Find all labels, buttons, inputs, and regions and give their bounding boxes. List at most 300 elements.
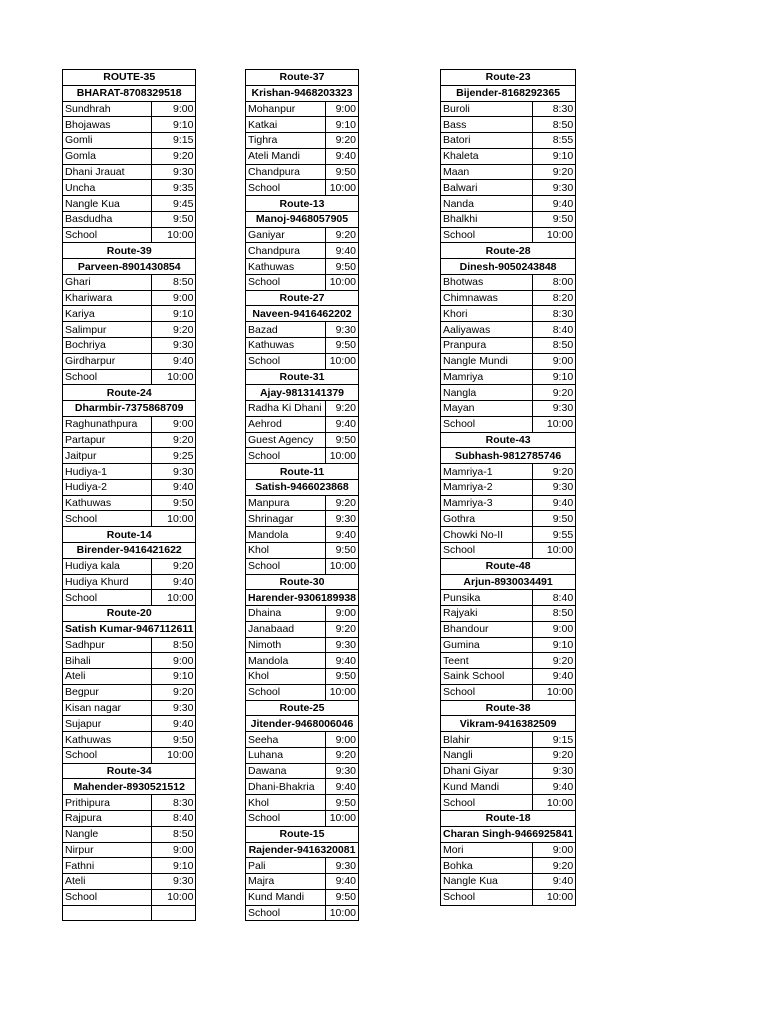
- stop-row: [246, 511, 359, 527]
- stop-place: Pali: [246, 858, 326, 874]
- stop-place: Bhotwas: [441, 274, 533, 290]
- stop-row: [441, 479, 576, 495]
- stop-row: [246, 779, 359, 795]
- route-driver-row: [246, 842, 359, 858]
- stop-place: Khol: [246, 795, 326, 811]
- route-title: Route-23: [441, 70, 576, 86]
- stop-place: Seeha: [246, 732, 326, 748]
- stop-time: 9:40: [326, 416, 359, 432]
- stop-row: [246, 653, 359, 669]
- stop-place: Maan: [441, 164, 533, 180]
- stop-place: Uncha: [63, 180, 152, 196]
- stop-place: Nangla: [441, 385, 533, 401]
- stop-place: Sundhrah: [63, 101, 152, 117]
- stop-time: 10:00: [532, 889, 576, 905]
- stop-time: 9:40: [326, 653, 359, 669]
- stop-place: Hudiya kala: [63, 558, 152, 574]
- stop-row: [441, 684, 576, 700]
- route-title: Route-43: [441, 432, 576, 448]
- stop-row: [63, 795, 196, 811]
- stop-row: [246, 542, 359, 558]
- stop-place: Ghari: [63, 274, 152, 290]
- route-driver-row: [63, 621, 196, 637]
- route-driver-row: [441, 716, 576, 732]
- route-driver: Arjun-8930034491: [441, 574, 576, 590]
- route-driver: Manoj-9468057905: [246, 211, 359, 227]
- stop-row: [63, 889, 196, 905]
- stop-place: Kathuwas: [63, 732, 152, 748]
- stop-time: 9:20: [532, 164, 576, 180]
- stop-place: Jaitpur: [63, 448, 152, 464]
- stop-place: School: [246, 448, 326, 464]
- stop-place: Mori: [441, 842, 533, 858]
- stop-place: Dhani-Bhakria: [246, 779, 326, 795]
- stop-time: 9:10: [152, 858, 196, 874]
- route-title: Route-11: [246, 464, 359, 480]
- stop-row: [246, 338, 359, 354]
- route-column-1: [62, 69, 196, 921]
- route-title-row: [441, 432, 576, 448]
- stop-time: 9:30: [532, 180, 576, 196]
- stop-row: [63, 732, 196, 748]
- route-driver: Harender-9306189938: [246, 590, 359, 606]
- stop-time: 9:45: [152, 196, 196, 212]
- stop-time: 9:40: [152, 479, 196, 495]
- stop-time: 8:40: [532, 590, 576, 606]
- route-driver: Mahender-8930521512: [63, 779, 196, 795]
- route-driver: Jitender-9468006046: [246, 716, 359, 732]
- stop-time: 9:40: [532, 495, 576, 511]
- route-driver-row: [63, 401, 196, 417]
- stop-place: Luhana: [246, 747, 326, 763]
- route-driver: Charan Singh-9466925841: [441, 826, 576, 842]
- stop-place: Mayan: [441, 401, 533, 417]
- stop-place: Nangle Kua: [441, 874, 533, 890]
- stop-place: Nirpur: [63, 842, 152, 858]
- stop-time: 9:20: [326, 401, 359, 417]
- stop-row: [63, 858, 196, 874]
- route-title-row: [246, 369, 359, 385]
- route-driver: BHARAT-8708329518: [63, 85, 196, 101]
- stop-time: 9:25: [152, 448, 196, 464]
- stop-place: Kisan nagar: [63, 700, 152, 716]
- stop-place: Nangle: [63, 826, 152, 842]
- route-title-row: [63, 527, 196, 543]
- stop-time: 9:30: [152, 700, 196, 716]
- stop-place: Mamriya: [441, 369, 533, 385]
- stop-time: 8:40: [532, 322, 576, 338]
- stop-time: 8:30: [532, 101, 576, 117]
- stop-place: School: [246, 905, 326, 921]
- stop-time: 9:30: [152, 464, 196, 480]
- route-title-row: [63, 763, 196, 779]
- stop-time: 9:30: [326, 637, 359, 653]
- stop-row: [246, 606, 359, 622]
- stop-row: [246, 416, 359, 432]
- stop-row: [63, 117, 196, 133]
- route-driver: Dharmbir-7375868709: [63, 401, 196, 417]
- stop-row: [246, 637, 359, 653]
- stop-place: School: [441, 684, 533, 700]
- stop-place: Ateli Mandi: [246, 148, 326, 164]
- stop-row: [63, 290, 196, 306]
- stop-time: 9:30: [152, 874, 196, 890]
- stop-row: [441, 196, 576, 212]
- stop-row: [441, 385, 576, 401]
- stop-place: Gothra: [441, 511, 533, 527]
- stop-row: [441, 164, 576, 180]
- stop-place: Sujapur: [63, 716, 152, 732]
- stop-time: 9:50: [152, 495, 196, 511]
- route-title-row: [246, 700, 359, 716]
- stop-place: School: [63, 889, 152, 905]
- stop-time: 9:40: [532, 874, 576, 890]
- stop-time: 9:30: [532, 479, 576, 495]
- route-driver-row: [441, 448, 576, 464]
- stop-row: [441, 211, 576, 227]
- stop-place: Shrinagar: [246, 511, 326, 527]
- stop-time: 10:00: [326, 905, 359, 921]
- stop-row: [63, 653, 196, 669]
- stop-row: [246, 747, 359, 763]
- stop-place: Fathni: [63, 858, 152, 874]
- stop-time: 9:50: [326, 669, 359, 685]
- stop-place: Partapur: [63, 432, 152, 448]
- stop-row: [63, 479, 196, 495]
- stop-time: 9:50: [532, 511, 576, 527]
- stop-row: [63, 164, 196, 180]
- stop-time: 8:50: [152, 826, 196, 842]
- stop-time: 9:40: [532, 196, 576, 212]
- stop-time: 9:20: [532, 385, 576, 401]
- stop-time: 9:10: [532, 637, 576, 653]
- stop-row: [441, 606, 576, 622]
- stop-time: 9:40: [326, 527, 359, 543]
- stop-time: 9:50: [532, 211, 576, 227]
- stop-place: Basdudha: [63, 211, 152, 227]
- stop-row: [246, 117, 359, 133]
- route-driver-row: [63, 542, 196, 558]
- stop-time: 8:50: [152, 637, 196, 653]
- stop-place: Khariwara: [63, 290, 152, 306]
- stop-time: 9:50: [326, 338, 359, 354]
- stop-row: [441, 590, 576, 606]
- stop-row: [63, 101, 196, 117]
- stop-time: 10:00: [326, 558, 359, 574]
- stop-row: [441, 795, 576, 811]
- route-driver: Dinesh-9050243848: [441, 259, 576, 275]
- stop-place: Chandpura: [246, 243, 326, 259]
- stop-row: [63, 842, 196, 858]
- stop-place: Gomli: [63, 133, 152, 149]
- stop-time: 10:00: [532, 416, 576, 432]
- stop-time: [152, 905, 196, 921]
- stop-place: School: [246, 810, 326, 826]
- stop-row: [63, 495, 196, 511]
- stop-place: Kathuwas: [63, 495, 152, 511]
- stop-time: 9:40: [152, 353, 196, 369]
- route-title-row: [246, 826, 359, 842]
- stop-time: 8:50: [532, 606, 576, 622]
- stop-place: Majra: [246, 874, 326, 890]
- stop-row: [246, 448, 359, 464]
- stop-time: 9:00: [532, 621, 576, 637]
- route-title: Route-25: [246, 700, 359, 716]
- stop-row: [441, 464, 576, 480]
- stop-time: 9:30: [152, 164, 196, 180]
- route-driver: Birender-9416421622: [63, 542, 196, 558]
- stop-row: [246, 322, 359, 338]
- stop-time: 9:20: [326, 747, 359, 763]
- stop-time: 9:00: [326, 732, 359, 748]
- stop-place: Sadhpur: [63, 637, 152, 653]
- stop-time: 9:20: [326, 495, 359, 511]
- stop-row: [441, 542, 576, 558]
- route-driver-row: [246, 385, 359, 401]
- route-title-row: [63, 70, 196, 86]
- stop-row: [441, 511, 576, 527]
- stop-row: [441, 747, 576, 763]
- stop-place: Nangli: [441, 747, 533, 763]
- stop-place: Ateli: [63, 874, 152, 890]
- stop-row: [246, 101, 359, 117]
- stop-row: [441, 369, 576, 385]
- stop-place: Aehrod: [246, 416, 326, 432]
- stop-row: [441, 353, 576, 369]
- route-driver-row: [441, 574, 576, 590]
- stop-time: 9:20: [326, 227, 359, 243]
- stop-row: [63, 874, 196, 890]
- stop-time: 9:40: [152, 716, 196, 732]
- stop-time: 9:20: [532, 464, 576, 480]
- stop-row: [246, 353, 359, 369]
- stop-place: Teent: [441, 653, 533, 669]
- route-title-row: [441, 700, 576, 716]
- stop-row: [441, 637, 576, 653]
- stop-time: 9:40: [326, 243, 359, 259]
- stop-row: [441, 180, 576, 196]
- stop-place: Dhaina: [246, 606, 326, 622]
- route-title: Route-27: [246, 290, 359, 306]
- stop-row: [441, 889, 576, 905]
- stop-time: 9:50: [326, 432, 359, 448]
- stop-time: 9:20: [532, 858, 576, 874]
- stop-time: 9:20: [152, 558, 196, 574]
- stop-time: 9:20: [152, 432, 196, 448]
- stop-place: Aaliyawas: [441, 322, 533, 338]
- stop-row: [63, 306, 196, 322]
- route-driver: Krishan-9468203323: [246, 85, 359, 101]
- stop-place: Bohka: [441, 858, 533, 874]
- stop-row: [63, 716, 196, 732]
- stop-time: 9:50: [326, 259, 359, 275]
- stop-place: Kathuwas: [246, 259, 326, 275]
- stop-row: [246, 148, 359, 164]
- stop-row: [441, 401, 576, 417]
- stop-row: [63, 196, 196, 212]
- route-driver-row: [246, 590, 359, 606]
- stop-time: 9:30: [326, 511, 359, 527]
- route-title: Route-14: [63, 527, 196, 543]
- stop-place: Katkai: [246, 117, 326, 133]
- stop-place: Kathuwas: [246, 338, 326, 354]
- stop-place: School: [441, 889, 533, 905]
- stop-place: Saink School: [441, 669, 533, 685]
- stop-row: [441, 274, 576, 290]
- stop-place: Pranpura: [441, 338, 533, 354]
- stop-place: Raghunathpura: [63, 416, 152, 432]
- stop-place: Dhani Jrauat: [63, 164, 152, 180]
- stop-place: [63, 905, 152, 921]
- stop-row: [63, 669, 196, 685]
- stop-time: 9:10: [152, 669, 196, 685]
- stop-row: [246, 274, 359, 290]
- route-title-row: [246, 464, 359, 480]
- stop-row: [63, 148, 196, 164]
- stop-place: School: [246, 274, 326, 290]
- route-title: Route-31: [246, 369, 359, 385]
- stop-row: [246, 858, 359, 874]
- stop-time: 8:30: [152, 795, 196, 811]
- route-title-row: [246, 70, 359, 86]
- stop-row: [63, 353, 196, 369]
- stop-time: 8:20: [532, 290, 576, 306]
- stop-time: 9:20: [532, 747, 576, 763]
- stop-time: 9:10: [532, 148, 576, 164]
- stop-time: 10:00: [326, 353, 359, 369]
- stop-time: 9:40: [326, 779, 359, 795]
- stop-row: [246, 874, 359, 890]
- stop-time: 9:10: [326, 117, 359, 133]
- route-driver-row: [63, 259, 196, 275]
- stop-place: School: [246, 684, 326, 700]
- stop-place: Gumina: [441, 637, 533, 653]
- route-title: Route-15: [246, 826, 359, 842]
- stop-row: [63, 558, 196, 574]
- stop-place: Mohanpur: [246, 101, 326, 117]
- stop-place: Bhalkhi: [441, 211, 533, 227]
- stop-place: School: [441, 795, 533, 811]
- route-title-row: [63, 243, 196, 259]
- stop-time: 10:00: [326, 180, 359, 196]
- stop-row: [246, 684, 359, 700]
- stop-time: 9:55: [532, 527, 576, 543]
- stop-place: Khori: [441, 306, 533, 322]
- stop-time: 9:50: [326, 795, 359, 811]
- route-title: Route-18: [441, 810, 576, 826]
- stop-place: School: [63, 590, 152, 606]
- route-title: Route-48: [441, 558, 576, 574]
- stop-row: [246, 227, 359, 243]
- stop-time: 8:50: [152, 274, 196, 290]
- stop-row: [63, 590, 196, 606]
- stop-time: 9:30: [326, 322, 359, 338]
- stop-place: Manpura: [246, 495, 326, 511]
- stop-place: Rajpura: [63, 810, 152, 826]
- stop-place: Blahir: [441, 732, 533, 748]
- stop-time: 10:00: [152, 590, 196, 606]
- stop-place: Ganiyar: [246, 227, 326, 243]
- stop-row: [441, 842, 576, 858]
- route-title-row: [63, 385, 196, 401]
- stop-place: Buroli: [441, 101, 533, 117]
- stop-row: [441, 101, 576, 117]
- stop-place: Girdharpur: [63, 353, 152, 369]
- stop-time: 10:00: [326, 448, 359, 464]
- stop-place: Khaleta: [441, 148, 533, 164]
- stop-row: [63, 464, 196, 480]
- stop-row: [246, 401, 359, 417]
- stop-place: Kund Mandi: [441, 779, 533, 795]
- stop-place: Punsika: [441, 590, 533, 606]
- stop-place: School: [63, 227, 152, 243]
- stop-place: Guest Agency: [246, 432, 326, 448]
- stop-row: [63, 274, 196, 290]
- stop-time: 10:00: [326, 684, 359, 700]
- stop-row: [63, 637, 196, 653]
- stop-row: [441, 653, 576, 669]
- stop-row: [441, 621, 576, 637]
- stop-time: 9:40: [326, 874, 359, 890]
- stop-time: 10:00: [532, 227, 576, 243]
- route-driver-row: [246, 306, 359, 322]
- stop-row: [63, 227, 196, 243]
- route-driver: Vikram-9416382509: [441, 716, 576, 732]
- stop-time: 9:30: [152, 338, 196, 354]
- stop-row: [246, 495, 359, 511]
- route-title: Route-28: [441, 243, 576, 259]
- stop-row: [63, 322, 196, 338]
- stop-time: 9:10: [152, 117, 196, 133]
- route-driver-row: [441, 826, 576, 842]
- stop-time: 9:00: [326, 101, 359, 117]
- stop-place: Khol: [246, 669, 326, 685]
- stop-row: [441, 416, 576, 432]
- stop-row: [246, 527, 359, 543]
- stop-place: School: [441, 542, 533, 558]
- stop-time: 9:20: [152, 148, 196, 164]
- stop-time: 9:20: [326, 133, 359, 149]
- stop-place: Bochriya: [63, 338, 152, 354]
- route-driver: Subhash-9812785746: [441, 448, 576, 464]
- stop-time: 9:00: [152, 653, 196, 669]
- stop-row: [441, 133, 576, 149]
- route-title: Route-39: [63, 243, 196, 259]
- route-title: Route-20: [63, 606, 196, 622]
- stop-row: [246, 243, 359, 259]
- stop-row: [63, 448, 196, 464]
- route-driver-row: [63, 85, 196, 101]
- stop-time: 8:40: [152, 810, 196, 826]
- stop-row: [246, 558, 359, 574]
- stop-time: 9:20: [532, 653, 576, 669]
- route-title-row: [246, 196, 359, 212]
- route-driver-row: [441, 85, 576, 101]
- stop-place: School: [246, 558, 326, 574]
- route-driver: Satish Kumar-9467112611: [63, 621, 196, 637]
- stop-row: [63, 810, 196, 826]
- stop-time: 9:10: [152, 306, 196, 322]
- route-title: Route-37: [246, 70, 359, 86]
- stop-time: 10:00: [152, 511, 196, 527]
- stop-place: Radha Ki Dhani: [246, 401, 326, 417]
- stop-row: [63, 369, 196, 385]
- stop-time: 9:50: [326, 889, 359, 905]
- stop-row: [246, 164, 359, 180]
- stop-row: [63, 211, 196, 227]
- stop-time: 9:00: [326, 606, 359, 622]
- stop-row: [63, 826, 196, 842]
